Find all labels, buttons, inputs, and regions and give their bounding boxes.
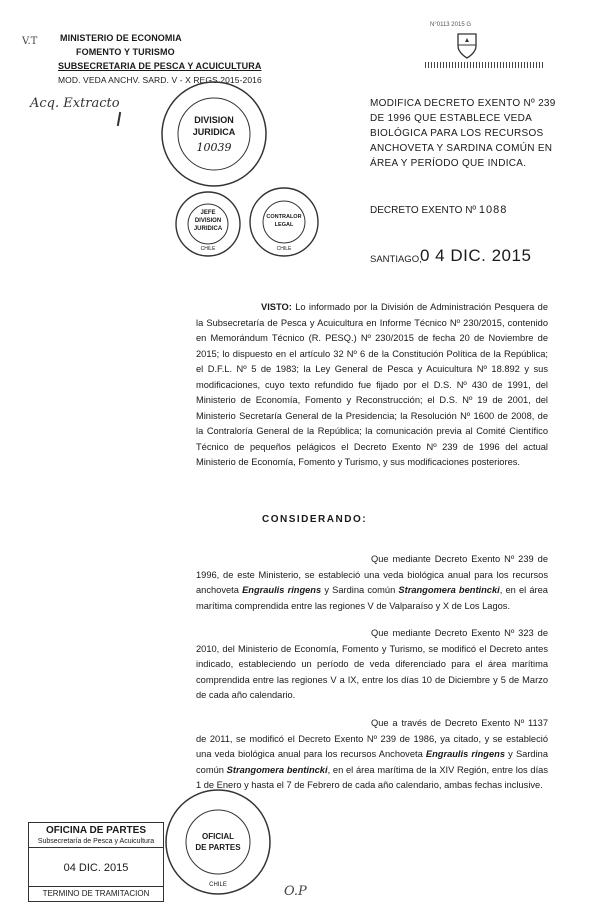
barcode	[425, 62, 545, 68]
stamp-division-line1: DIVISION	[194, 115, 234, 125]
handwritten-note: Acq. Extracto	[30, 96, 120, 111]
visto-text: Lo informado por la División de Administración Pesquera de la Subsecretaría de Pesca y Acuicultura en Informe Técnico Nº 230/2015, contenido en Memorándum Técnico (R. PESQ.) Nº 230/2015 de fecha 20 de Noviembre de 2015; lo dispuesto en el artículo 32 Nº 6 de la Constitución Política de la República; el D.F.L. Nº 5 de 1983; la Ley General de Pesca y Acuicultura Nº 18.892 y sus modificaciones, cuyo texto refundido fue fijado por el D.S. Nº 430 de 1991, del Ministerio de Economía, Fomento y Reconstrucción; el D.S. Nº 19 de 2001, del Ministerio Secretaría General de la Presidencia; la Resolución Nº 1600 de 2008, de la Contraloría General de la República; la comunicación previa al Comité Científico Técnico de pequeños pelágicos el Decreto Exento Nº 239 de 1996 del actual Ministerio de Economía, Fomento y Turismo, y sus modificaciones posteriores.	[196, 302, 548, 467]
considerando-heading: CONSIDERANDO:	[262, 514, 368, 525]
visto-label: VISTO:	[261, 302, 292, 312]
considerando-paragraph-1: Que mediante Decreto Exento Nº 239 de 1996, de este Ministerio, se estableció una veda biológica anual para los recursos anchoveta Engraulis ringens y Sardina común Strangomera bentincki, en el área marítima comprendida entre las regiones V de Valparaíso y X de Los Lagos.	[196, 554, 548, 611]
stamp-jefe-bottom: CHILE	[200, 246, 216, 252]
ministry-line2: FOMENTO Y TURISMO	[76, 47, 175, 57]
contralor-stamp	[248, 186, 320, 258]
stamp-contralor-line2: LEGAL	[274, 222, 294, 228]
mod-ref-line: MOD. VEDA ANCHV. SARD. V - X REGS 2015-2016	[58, 75, 262, 85]
decree-number: 1088	[478, 204, 508, 216]
stamp-division-number: 10039	[196, 141, 232, 154]
division-juridica-stamp	[158, 78, 270, 190]
place-label: SANTIAGO,	[370, 254, 422, 265]
subsecretaria-line: SUBSECRETARIA DE PESCA Y ACUICULTURA	[58, 61, 262, 71]
coat-of-arms-icon	[455, 32, 479, 60]
visto-paragraph	[196, 300, 548, 471]
considerando-paragraph-3: Que a través de Decreto Exento Nº 1137 de 2011, se modificó el Decreto Exento Nº 239 de 1986, ya citado, y se estableció una veda biológica anual para los recursos Anchoveta Engraulis ringens y Sardina común Strangomera bentincki, en el área marítima de la XIV Región, entre los días 1 de Enero y hasta el 7 de Febrero de cada año calendario, ambas fechas inclusive.	[196, 718, 549, 790]
decree-line	[370, 204, 507, 216]
ministry-logo-icon	[22, 33, 58, 45]
stamp-division-line2: JURIDICA	[192, 127, 236, 137]
stamp-jefe-line1: JEFE	[200, 210, 216, 216]
oficina-partes-stamp	[28, 822, 164, 902]
svg-text:V.T: V.T	[22, 36, 38, 46]
stamp-contralor-bottom: CHILE	[276, 246, 292, 252]
oficina-footer: TERMINO DE TRAMITACION	[42, 889, 150, 898]
document-title: MODIFICA DECRETO EXENTO Nº 239 DE 1996 QUE ESTABLECE VEDA BIOLÓGICA PARA LOS RECURSOS ANCHOVETA Y SARDINA COMÚN EN ÁREA Y PERÍODO QUE INDICA.	[370, 98, 556, 169]
stamp-oficial-line1: OFICIAL	[202, 832, 234, 841]
considerando-paragraph-2: Que mediante Decreto Exento Nº 323 de 2010, del Ministerio de Economía, Fomento y Turismo, se modificó el Decreto antes indicado, estableciendo un período de veda diferenciado para el área marítima comprendida entre las regiones V a IX, entre los días 10 de Diciembre y 5 de Marzo de cada año calendario.	[196, 628, 548, 700]
stamp-jefe-line3: JURIDICA	[193, 226, 223, 232]
top-code: N°0113 2015 G	[430, 22, 471, 28]
stamp-jefe-line2: DIVISION	[194, 218, 222, 224]
oficial-partes-stamp	[162, 786, 274, 898]
stamp-contralor-line1: CONTRALOR	[266, 214, 302, 220]
date-stamp: 0 4 DIC. 2015	[420, 246, 532, 265]
decree-label: DECRETO EXENTO Nº	[370, 205, 477, 216]
jefe-division-stamp	[174, 190, 242, 258]
ministry-line: MINISTERIO DE ECONOMIA	[60, 33, 182, 43]
handwritten-mark	[117, 112, 121, 126]
handwritten-initials: O.P	[284, 884, 307, 899]
stamp-oficial-line2: DE PARTES	[195, 843, 241, 852]
stamp-oficial-bottom: CHILE	[209, 882, 227, 888]
oficina-date: 04 DIC. 2015	[29, 848, 163, 887]
oficina-line1: OFICINA DE PARTES Subsecretaría de Pesca y Acuicultura	[29, 823, 163, 848]
